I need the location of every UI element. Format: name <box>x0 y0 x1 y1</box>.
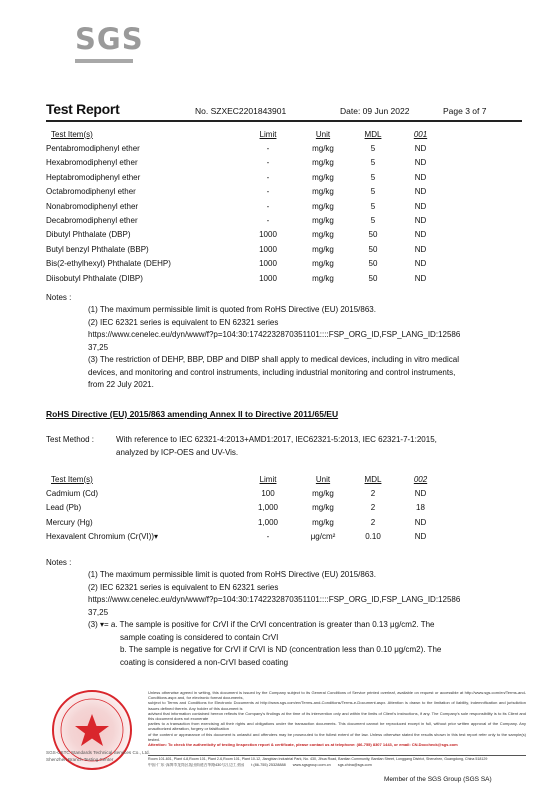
cell-test-item: Pentabromodiphenyl ether <box>46 144 140 154</box>
table-row <box>46 257 443 271</box>
note-3-line-3: b. The sample is negative for CrVI if CrVI is ND (concentration less than 0.10 μg/cm2). The <box>120 645 442 654</box>
cell-test-item: Nonabromodiphenyl ether <box>46 201 139 211</box>
footer-rule <box>148 755 526 756</box>
cell-limit: 1000 <box>259 259 277 269</box>
note-1: (1) The maximum permissible limit is quoted from RoHS Directive (EU) 2015/863. <box>88 305 376 314</box>
table-header-row <box>46 127 443 141</box>
table-row <box>46 156 443 170</box>
note-1: (1) The maximum permissible limit is quoted from RoHS Directive (EU) 2015/863. <box>88 570 376 579</box>
note-3-line-2: devices, and monitoring and control instruments, including industrial monitoring and control instruments, <box>88 367 456 377</box>
address-en: Room 101-601, Plant 4-8,Room 101, Plant 2-6,Room 101, Plant 10-12, Jiangbian Industrial Park, No. 430, Jihua Road, Bantian Community, Bantian Street, Longgang District, Shenzhen, Guangdong, China 518129 <box>148 757 488 761</box>
note-3-line-3: from 22 July 2021. <box>88 380 154 389</box>
table-row <box>46 170 443 184</box>
cell-test-item: Dibutyl Phthalate (DBP) <box>46 230 131 240</box>
cell-result: 18 <box>416 503 425 513</box>
report-number: No. SZXEC2201843901 <box>195 106 287 116</box>
address-cn: 中国·广东·深圳市龙岗区坂田街道吉华路430号江边工业园 <box>148 763 245 767</box>
header-rule <box>46 120 522 122</box>
table-row <box>46 228 443 242</box>
cell-mdl: 2 <box>370 489 376 499</box>
fine-print-4: parties to a transaction from exercising all their rights and obligations under the transaction documents. This document cannot be reproduced except in full, without prior written approval of the Company. Any unauthorized alteration, forgery or falsification <box>148 721 526 732</box>
authenticity-attention: Attention: To check the authenticity of testing /inspection report & certificate, please contact us at telephone: (86-755) 8307 1443, or email: CN.Doccheck@sgs.com <box>148 742 458 748</box>
cell-unit: mg/kg <box>312 489 334 499</box>
col-header-mdl: MDL <box>364 129 382 139</box>
cell-limit: 1000 <box>259 273 277 283</box>
cell-unit: mg/kg <box>312 244 334 254</box>
fine-print-2: subject to Terms and Conditions for Electronic Documents at http://www.sgs.com/en/Terms-and-Conditions/Terms-e-Document.aspx. Attention is drawn to the limitation of liability, indemnification and jurisdiction issues defined therein. Any holder of this document is <box>148 700 526 711</box>
note-2: (2) IEC 62321 series is equivalent to EN 62321 series <box>88 317 279 327</box>
cell-mdl: 50 <box>368 230 378 240</box>
cell-unit: mg/kg <box>312 230 334 240</box>
table-row <box>46 242 443 256</box>
seal-company-sub: Shenzhen Branch Testing Center <box>46 757 114 762</box>
cell-limit: - <box>266 144 270 154</box>
table-row <box>46 141 443 155</box>
fine-print-5: of the content or appearance of this document is unlawful and offenders may be prosecuted to the fullest extent of the law. Unless otherwise stated the results shown in this test report refer only to the sample(s) tested. <box>148 731 526 742</box>
legal-fine-print <box>148 690 526 747</box>
member-of-group: Member of the SGS Group (SGS SA) <box>384 776 492 783</box>
cell-mdl: 5 <box>370 187 376 197</box>
cell-mdl: 50 <box>368 244 378 254</box>
cell-test-item: Diisobutyl Phthalate (DIBP) <box>46 273 143 283</box>
notes-heading-2: Notes : <box>46 558 72 567</box>
test-method-line-2: analyzed by ICP-OES and UV-Vis. <box>116 447 239 457</box>
notes-heading-1: Notes : <box>46 293 72 302</box>
cell-limit: - <box>266 187 270 197</box>
cell-limit: - <box>266 172 270 182</box>
cell-mdl: 50 <box>368 273 378 283</box>
col-header-test-item: Test Item(s) <box>51 129 93 139</box>
cell-result: ND <box>414 172 427 182</box>
cell-test-item: Cadmium (Cd) <box>46 489 99 499</box>
cell-limit: - <box>266 532 270 542</box>
cell-test-item: Mercury (Hg) <box>46 517 93 527</box>
cell-unit: μg/cm² <box>310 532 336 542</box>
results-table-1 <box>46 127 443 285</box>
table-row <box>46 213 443 227</box>
cell-result: ND <box>414 216 427 226</box>
report-date: Date: 09 Jun 2022 <box>340 106 410 116</box>
cell-unit: mg/kg <box>312 201 334 211</box>
cell-mdl: 0.10 <box>365 532 381 542</box>
table-row <box>46 271 443 285</box>
col-header-sample-001: 001 <box>413 129 428 139</box>
footer-email[interactable]: sgs.china@sgs.com <box>337 763 372 767</box>
cell-result: ND <box>414 259 427 269</box>
test-method-text <box>116 434 526 459</box>
table-row <box>46 185 443 199</box>
results-table-2 <box>46 472 443 544</box>
cell-test-item: Bis(2-ethylhexyl) Phthalate (DEHP) <box>46 259 171 269</box>
cell-limit: 1000 <box>259 230 277 240</box>
cell-result: ND <box>414 144 427 154</box>
cell-limit: - <box>266 158 270 168</box>
note-2-link-cont: 37,25 <box>88 342 109 352</box>
seal-company-label: SGS-CSTC Standards Technical Services Co., Ltd. <box>46 750 150 755</box>
test-method-label: Test Method : <box>46 435 95 444</box>
cell-test-item: Lead (Pb) <box>46 503 82 513</box>
table-row <box>46 530 443 544</box>
cell-mdl: 2 <box>370 503 376 513</box>
cell-mdl: 5 <box>370 201 376 211</box>
cell-limit: 1000 <box>259 244 277 254</box>
page-title: Test Report <box>46 101 120 117</box>
note-3-line-1: (3) The restriction of DEHP, BBP, DBP and DIBP shall apply to medical devices, including in vitro medical <box>88 355 459 364</box>
cell-mdl: 2 <box>370 517 376 527</box>
footer-web[interactable]: www.sgsgroup.com.cn <box>292 763 331 767</box>
cell-limit: - <box>266 216 270 226</box>
page-number: Page 3 of 7 <box>443 106 487 116</box>
cell-mdl: 50 <box>368 259 378 269</box>
cell-test-item: Heptabromodiphenyl ether <box>46 172 141 182</box>
cell-limit: - <box>266 201 270 211</box>
cell-result: ND <box>414 273 427 283</box>
sgs-logo: SGS <box>75 22 144 56</box>
col-header-unit: Unit <box>315 474 331 484</box>
cell-unit: mg/kg <box>312 259 334 269</box>
note-3-line-1: (3) ▾= a. The sample is positive for CrVI if the CrVI concentration is greater than 0.13 μg/cm2. The <box>88 620 435 629</box>
table-row <box>46 486 443 500</box>
section-title: RoHS Directive (EU) 2015/863 amending Annex II to Directive 2011/65/EU <box>46 409 339 419</box>
note-3-line-2: sample coating is considered to contain CrVI <box>120 632 279 642</box>
table-header-row <box>46 472 443 486</box>
fine-print-1: Unless otherwise agreed in writing, this document is issued by the Company subject to its General Conditions of Service printed overleaf, available on request or accessible at http://www.sgs.com/en/Terms-and-Conditions.aspx and, for electronic format documents, <box>148 690 526 701</box>
note-2-link-cont: 37,25 <box>88 607 109 617</box>
col-header-limit: Limit <box>259 474 277 484</box>
cell-unit: mg/kg <box>312 158 334 168</box>
cell-result: ND <box>414 201 427 211</box>
cell-mdl: 5 <box>370 216 376 226</box>
cell-unit: mg/kg <box>312 144 334 154</box>
cell-mdl: 5 <box>370 158 376 168</box>
note-2-link[interactable]: https://www.cenelec.eu/dyn/www/f?p=104:30:1742232870351101::::FSP_ORG_ID,FSP_LANG_ID:12586 <box>88 595 461 604</box>
notes-block-2 <box>88 569 522 669</box>
fine-print-3: advised that information contained hereon reflects the Company's findings at the time of its intervention only and within the limits of Client's instructions, if any. The Company's sole responsibility is to its Client and this document does not exonerate <box>148 710 526 722</box>
footer-tel: t (86-755) 25328888 <box>251 763 286 767</box>
note-2-link[interactable]: https://www.cenelec.eu/dyn/www/f?p=104:30:1742232870351101::::FSP_ORG_ID,FSP_LANG_ID:12586 <box>88 330 461 339</box>
col-header-limit: Limit <box>259 129 277 139</box>
cell-unit: mg/kg <box>312 216 334 226</box>
note-3-line-4: coating is considered a non-CrVI based coating <box>120 657 289 667</box>
col-header-test-item: Test Item(s) <box>51 474 93 484</box>
notes-block-1 <box>88 304 522 392</box>
cell-test-item: Butyl benzyl Phthalate (BBP) <box>46 244 149 254</box>
cell-limit: 1,000 <box>257 517 279 527</box>
address-line-cn <box>148 763 526 768</box>
col-header-sample-002: 002 <box>413 474 428 484</box>
cell-test-item: Hexavalent Chromium (Cr(VI))▾ <box>46 532 159 542</box>
cell-test-item: Octabromodiphenyl ether <box>46 187 136 197</box>
table-row <box>46 501 443 515</box>
cell-unit: mg/kg <box>312 273 334 283</box>
cell-result: ND <box>414 489 427 499</box>
address-line <box>148 757 526 762</box>
cell-mdl: 5 <box>370 144 376 154</box>
cell-result: ND <box>414 532 427 542</box>
table-row <box>46 515 443 529</box>
cell-limit: 100 <box>261 489 275 499</box>
note-2: (2) IEC 62321 series is equivalent to EN 62321 series <box>88 582 279 592</box>
col-header-unit: Unit <box>315 129 331 139</box>
cell-result: ND <box>414 244 427 254</box>
logo-underline <box>75 59 133 63</box>
table-row <box>46 199 443 213</box>
cell-result: ND <box>414 517 427 527</box>
test-method-line-1: With reference to IEC 62321-4:2013+AMD1:2017, IEC62321-5:2013, IEC 62321-7-1:2015, <box>116 435 437 444</box>
cell-unit: mg/kg <box>312 187 334 197</box>
cell-mdl: 5 <box>370 172 376 182</box>
cell-unit: mg/kg <box>312 503 334 513</box>
cell-result: ND <box>414 187 427 197</box>
cell-unit: mg/kg <box>312 172 334 182</box>
cell-test-item: Decabromodiphenyl ether <box>46 216 138 226</box>
cell-test-item: Hexabromodiphenyl ether <box>46 158 138 168</box>
cell-result: ND <box>414 158 427 168</box>
cell-result: ND <box>414 230 427 240</box>
col-header-mdl: MDL <box>364 474 382 484</box>
cell-limit: 1,000 <box>257 503 279 513</box>
cell-unit: mg/kg <box>312 517 334 527</box>
